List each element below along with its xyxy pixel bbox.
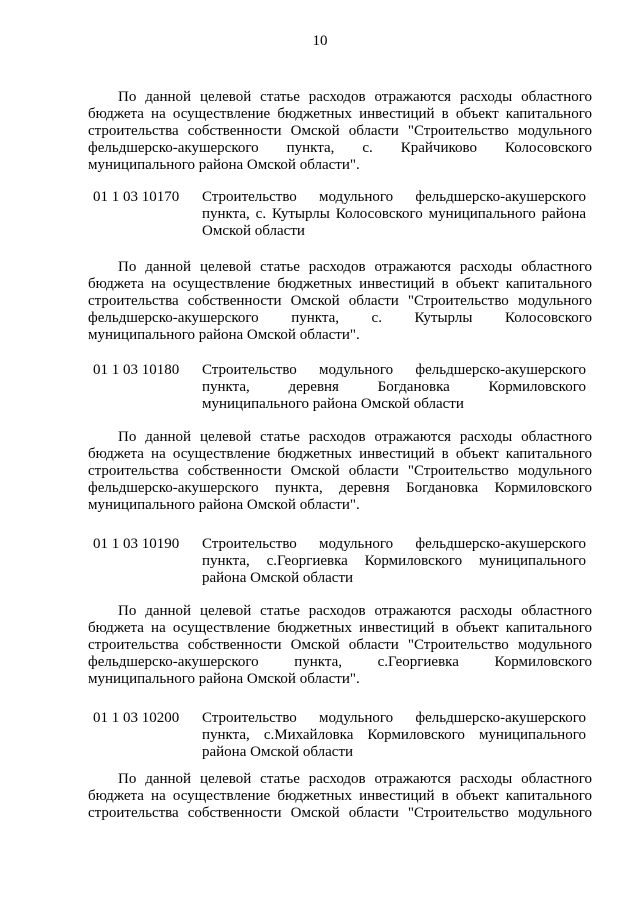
paragraph-line: По данной целевой статье расходов отражаются расходы областного <box>118 771 592 787</box>
paragraph-line: муниципального района Омской области". <box>88 327 360 343</box>
paragraph-line: бюджета на осуществление бюджетных инвестиций в объект капитального <box>88 788 592 804</box>
page-number: 10 <box>312 33 328 49</box>
entry-title-line: Строительство модульного фельдшерско-акушерского <box>202 362 586 378</box>
entry-title-line: района Омской области <box>202 570 354 586</box>
paragraph <box>88 603 592 688</box>
entry-title <box>202 189 586 240</box>
paragraph-line: По данной целевой статье расходов отражаются расходы областного <box>118 603 592 619</box>
paragraph <box>88 771 592 822</box>
entry-code: 01 1 03 10180 <box>93 362 180 378</box>
entry-title <box>202 536 586 587</box>
paragraph <box>88 259 592 344</box>
paragraph-line: бюджета на осуществление бюджетных инвестиций в объект капитального <box>88 106 592 122</box>
paragraph-line: бюджета на осуществление бюджетных инвестиций в объект капитального <box>88 620 592 636</box>
entry-code: 01 1 03 10190 <box>93 536 180 552</box>
entry-title-line: пункта, с. Кутырлы Колосовского муниципального района <box>202 206 586 222</box>
paragraph-line: строительства собственности Омской области "Строительство модульного <box>88 123 592 139</box>
entry-title-line: пункта, с.Михайловка Кормиловского муниципального <box>202 727 586 743</box>
paragraph-line: фельдшерско-акушерского пункта, деревня Богдановка Кормиловского <box>88 480 592 496</box>
paragraph-line: муниципального района Омской области". <box>88 497 360 513</box>
paragraph-line: строительства собственности Омской области "Строительство модульного <box>88 637 592 653</box>
entry-title-line: пункта, деревня Богдановка Кормиловского <box>202 379 586 395</box>
entry-title-line: Строительство модульного фельдшерско-акушерского <box>202 189 586 205</box>
entry-title-line: Строительство модульного фельдшерско-акушерского <box>202 710 586 726</box>
paragraph-line: фельдшерско-акушерского пункта, с.Георгиевка Кормиловского <box>88 654 592 670</box>
paragraph-line: строительства собственности Омской области "Строительство модульного <box>88 463 592 479</box>
paragraph-line: муниципального района Омской области". <box>88 671 360 687</box>
entry-code: 01 1 03 10200 <box>93 710 180 726</box>
paragraph-line: строительства собственности Омской области "Строительство модульного <box>88 293 592 309</box>
entry-title-line: района Омской области <box>202 744 354 760</box>
paragraph-line: бюджета на осуществление бюджетных инвестиций в объект капитального <box>88 446 592 462</box>
paragraph <box>88 429 592 514</box>
paragraph-line: муниципального района Омской области". <box>88 157 360 173</box>
paragraph-line: По данной целевой статье расходов отражаются расходы областного <box>118 259 592 275</box>
entry-title-line: Омской области <box>202 223 305 239</box>
paragraph-line: По данной целевой статье расходов отражаются расходы областного <box>118 429 592 445</box>
entry-title <box>202 710 586 761</box>
paragraph-line: По данной целевой статье расходов отражаются расходы областного <box>118 89 592 105</box>
entry-code: 01 1 03 10170 <box>93 189 180 205</box>
paragraph-line: фельдшерско-акушерского пункта, с. Крайчиково Колосовского <box>88 140 592 156</box>
entry-title-line: Строительство модульного фельдшерско-акушерского <box>202 536 586 552</box>
paragraph-line: бюджета на осуществление бюджетных инвестиций в объект капитального <box>88 276 592 292</box>
entry-title-line: муниципального района Омской области <box>202 396 464 412</box>
paragraph-line: строительства собственности Омской области "Строительство модульного <box>88 805 592 821</box>
entry-title-line: пункта, с.Георгиевка Кормиловского муниципального <box>202 553 586 569</box>
paragraph-line: фельдшерско-акушерского пункта, с. Кутырлы Колосовского <box>88 310 592 326</box>
paragraph <box>88 89 592 174</box>
entry-title <box>202 362 586 413</box>
